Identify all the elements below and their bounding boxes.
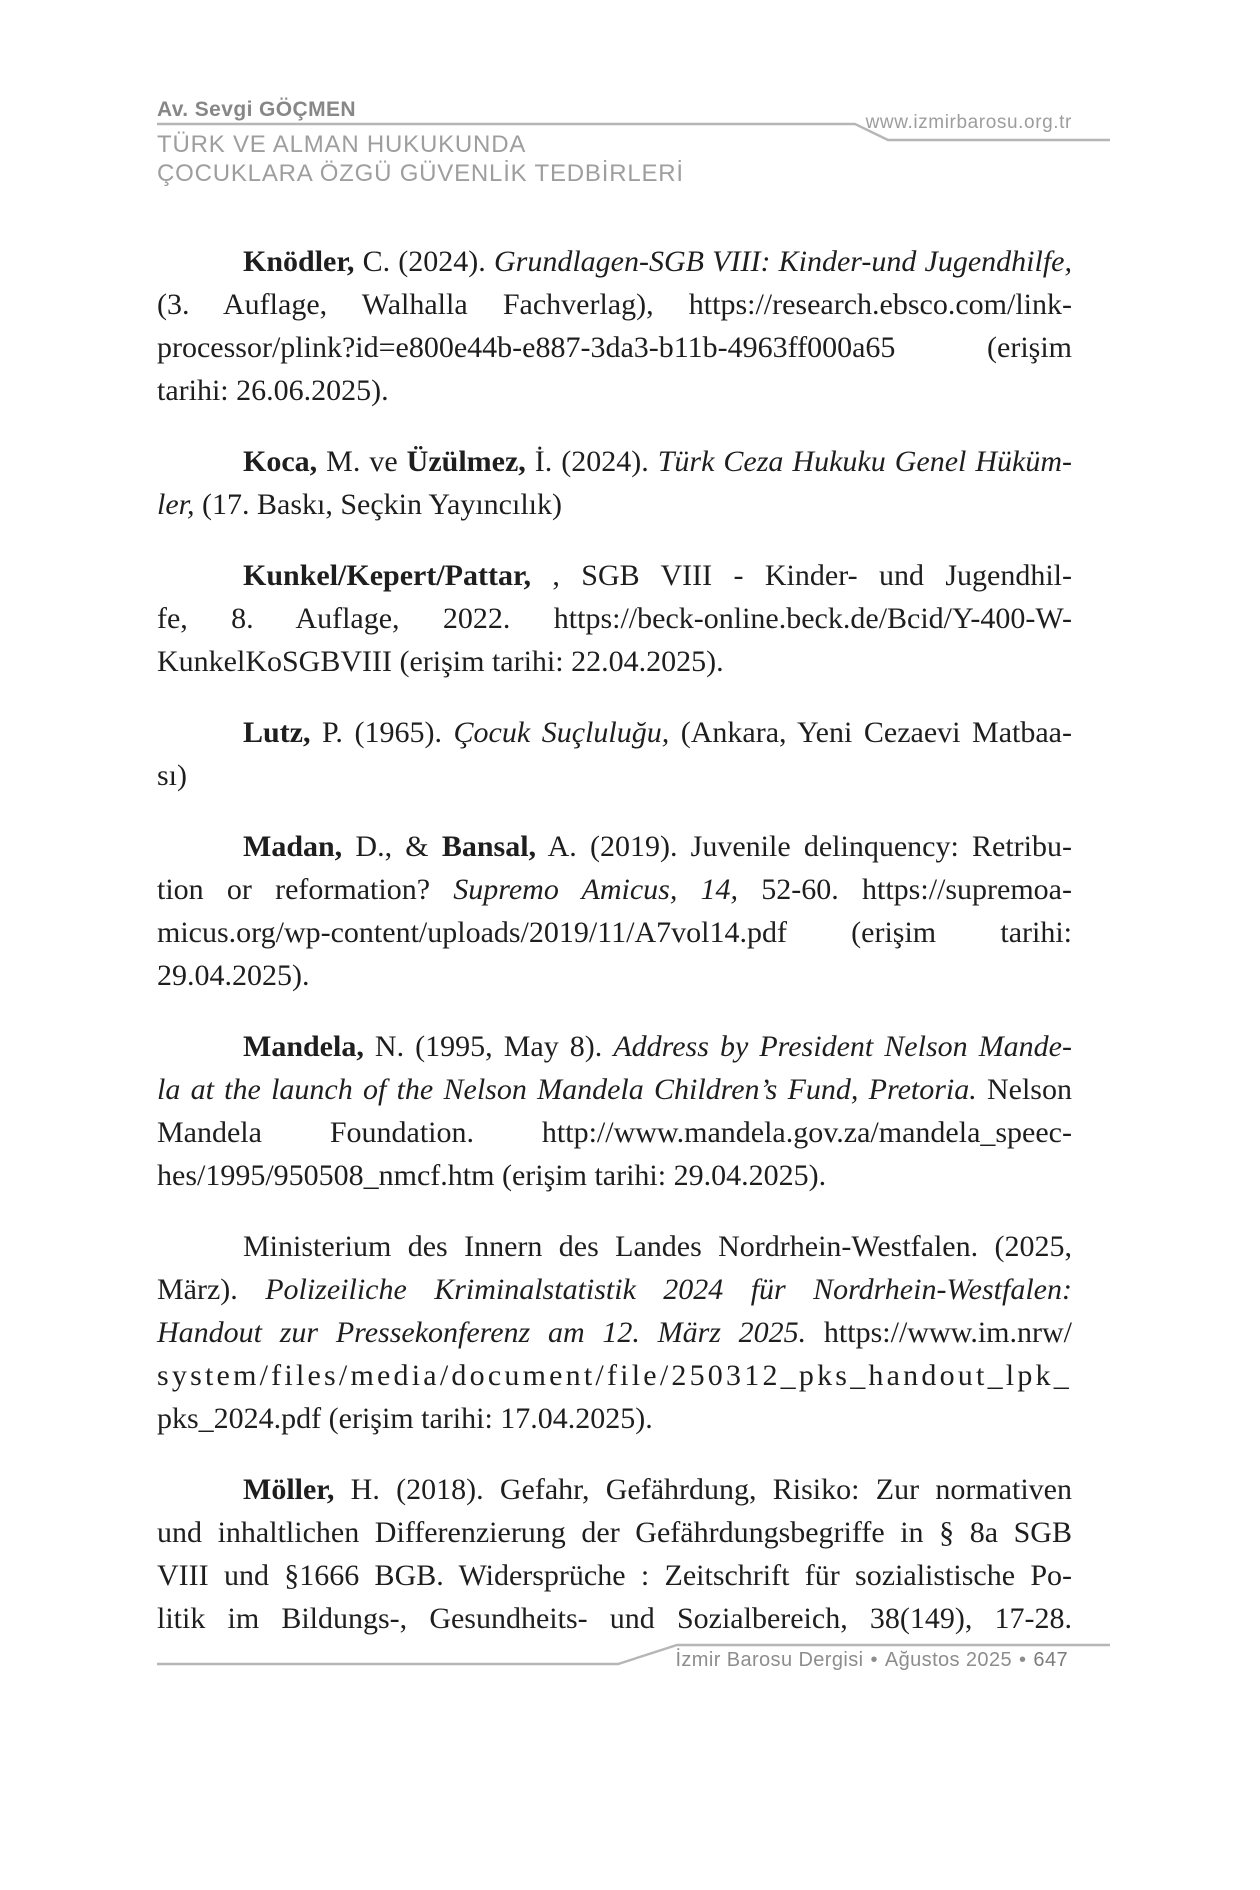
reference-line: sı) (157, 759, 187, 792)
reference-line: pks_2024.pdf (erişim tarihi: 17.04.2025). (157, 1402, 653, 1435)
reference-entry (157, 440, 1072, 526)
reference-line: fe, 8. Auflage, 2022. https://beck-online.beck.de/Bcid/Y-400-W- (157, 602, 1072, 635)
article-title-line2: ÇOCUKLARA ÖZGÜ GÜVENLİK TEDBİRLERİ (157, 160, 684, 187)
bullet-separator: • (1019, 1649, 1027, 1671)
reference-line: KunkelKoSGBVIII (erişim tarihi: 22.04.2025). (157, 645, 724, 678)
reference-entry (157, 554, 1072, 683)
reference-line: hes/1995/950508_nmcf.htm (erişim tarihi: 29.04.2025). (157, 1159, 827, 1192)
reference-line: 29.04.2025). (157, 959, 310, 992)
footer-text (675, 1649, 1068, 1672)
reference-line: Kunkel/Kepert/Pattar, , SGB VIII - Kinder- und Jugendhil- (243, 559, 1072, 592)
reference-line: tion or reformation? Supremo Amicus, 14, 52-60. https://supremoa- (157, 873, 1072, 906)
reference-entry (157, 1225, 1072, 1440)
reference-line: Knödler, C. (2024). Grundlagen-SGB VIII: Kinder-und Jugendhilfe, (243, 245, 1072, 278)
page-number: 647 (1033, 1649, 1068, 1671)
reference-line: Koca, M. ve Üzülmez, İ. (2024). Türk Ceza Hukuku Genel Hüküm- (243, 445, 1072, 478)
reference-line: micus.org/wp-content/uploads/2019/11/A7vol14.pdf (erişim tarihi: (157, 916, 1072, 949)
reference-line: VIII und §1666 BGB. Widersprüche : Zeitschrift für sozialistische Po- (157, 1559, 1072, 1592)
reference-line: Möller, H. (2018). Gefahr, Gefährdung, Risiko: Zur normativen (243, 1473, 1072, 1506)
article-title-line1: TÜRK VE ALMAN HUKUKUNDA (157, 131, 527, 158)
reference-line: Ministerium des Innern des Landes Nordrhein-Westfalen. (2025, (243, 1230, 1072, 1263)
reference-line: tarihi: 26.06.2025). (157, 374, 389, 407)
reference-line: und inhaltlichen Differenzierung der Gefährdungsbegriffe in § 8a SGB (157, 1516, 1072, 1549)
reference-line: Madan, D., & Bansal, A. (2019). Juvenile delinquency: Retribu- (243, 830, 1072, 863)
reference-line: Lutz, P. (1965). Çocuk Suçluluğu, (Ankara, Yeni Cezaevi Matbaa- (243, 716, 1072, 749)
reference-line: litik im Bildungs-, Gesundheits- und Sozialbereich, 38(149), 17-28. (157, 1602, 1072, 1635)
reference-line: processor/plink?id=e800e44b-e887-3da3-b11b-4963ff000a65 (erişim (157, 331, 1072, 364)
reference-line: la at the launch of the Nelson Mandela Children’s Fund, Pretoria. Nelson (157, 1073, 1072, 1106)
reference-entry (157, 711, 1072, 797)
website-url: www.izmirbarosu.org.tr (865, 112, 1072, 133)
reference-line: Mandela, N. (1995, May 8). Address by President Nelson Mande- (243, 1030, 1072, 1063)
reference-line: Mandela Foundation. http://www.mandela.gov.za/mandela_speec- (157, 1116, 1072, 1149)
reference-entry (157, 825, 1072, 997)
author-name: Av. Sevgi GÖÇMEN (157, 98, 356, 121)
reference-entry (157, 1468, 1072, 1640)
reference-line: ler, (17. Baskı, Seçkin Yayıncılık) (157, 488, 562, 521)
references-list (157, 240, 1072, 1640)
journal-name: İzmir Barosu Dergisi (675, 1649, 864, 1671)
reference-entry (157, 240, 1072, 412)
bullet-separator: • (870, 1649, 878, 1671)
reference-line: (3. Auflage, Walhalla Fachverlag), https://research.ebsco.com/link- (157, 288, 1072, 321)
reference-entry (157, 1025, 1072, 1197)
reference-line: system/files/media/document/file/250312_pks_handout_lpk_ (157, 1359, 1072, 1392)
reference-line: März). Polizeiliche Kriminalstatistik 2024 für Nordrhein-Westfalen: (157, 1273, 1072, 1306)
issue-date: Ağustos 2025 (884, 1649, 1013, 1671)
reference-line: Handout zur Pressekonferenz am 12. März 2025. https://www.im.nrw/ (157, 1316, 1072, 1349)
article-title (157, 130, 684, 188)
